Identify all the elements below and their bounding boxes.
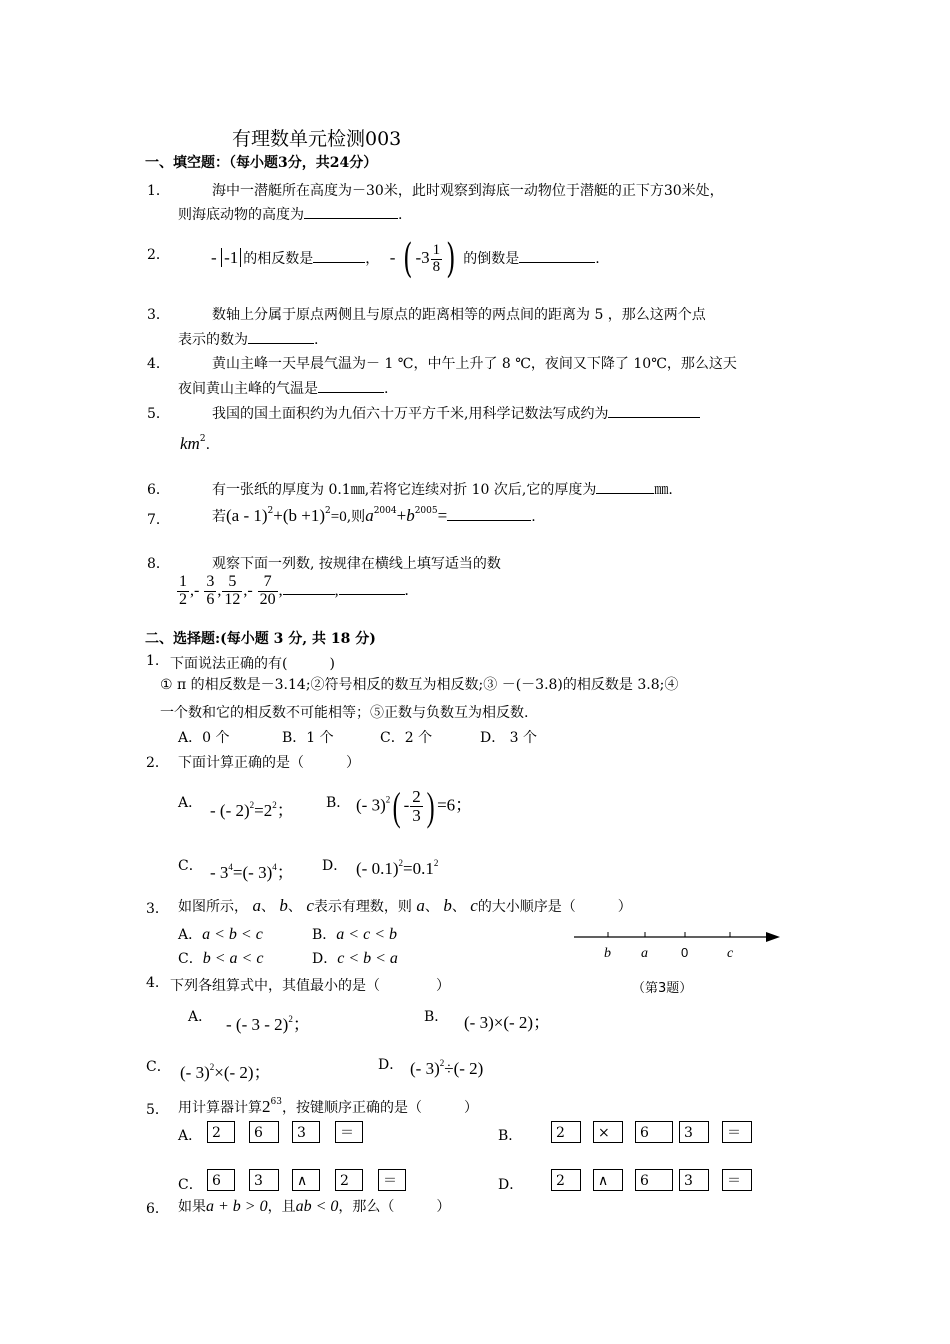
calc-key[interactable]: ∧ xyxy=(292,1169,320,1191)
dun: 、 xyxy=(424,899,439,915)
comma: , xyxy=(278,581,283,599)
q7-exp1: 2 xyxy=(267,506,274,516)
axis-label-zero: 0 xyxy=(681,945,689,960)
minus: - xyxy=(403,795,410,815)
q7-b-exp: 2005 xyxy=(414,506,438,516)
section2-heading: 二、选择题:(每小题 3 分, 共 18 分) xyxy=(145,631,376,647)
s2-q3-text xyxy=(178,896,632,916)
expr: - (- 3 - 2) xyxy=(226,1015,289,1034)
text: ，且 xyxy=(267,1199,296,1215)
exp: 2 xyxy=(249,800,255,810)
left-paren: ( xyxy=(402,236,413,282)
s2-q2-option-d-label[interactable]: D． xyxy=(322,858,348,874)
s2-q5-option-b-label[interactable]: B． xyxy=(498,1128,523,1144)
axis-label-c: c xyxy=(727,946,734,961)
q8-number: 8． xyxy=(147,556,170,572)
s2-q2-option-a-label[interactable]: A． xyxy=(178,795,203,811)
answer-blank[interactable] xyxy=(313,250,365,263)
s2-q3-option-b[interactable] xyxy=(312,924,397,944)
q2-sep: ， xyxy=(365,251,380,267)
fraction-numerator: 3 xyxy=(206,573,215,590)
fraction-denominator: 8 xyxy=(432,258,441,275)
s2-q3-option-c[interactable] xyxy=(178,948,263,968)
answer-blank[interactable] xyxy=(596,481,654,494)
answer-blank[interactable] xyxy=(304,206,398,219)
fraction-denominator: 6 xyxy=(206,590,215,608)
text: 表示有理数，则 xyxy=(313,899,412,915)
sequence-term xyxy=(204,574,216,609)
calc-key[interactable]: 6 xyxy=(635,1121,673,1143)
sep: ； xyxy=(292,1015,310,1034)
text: 用计算器计算 xyxy=(178,1100,262,1116)
text: 如果 xyxy=(178,1199,206,1215)
q8-end: . xyxy=(404,581,409,599)
expr: (- 3) xyxy=(410,1059,440,1078)
var-c: c xyxy=(306,896,314,915)
fraction-denominator: 2 xyxy=(179,590,187,608)
s2-q5-number: 5． xyxy=(146,1102,169,1118)
calc-key[interactable]: 3 xyxy=(679,1169,709,1191)
q4-line2 xyxy=(178,378,388,398)
s2-q6-number: 6． xyxy=(146,1201,169,1217)
answer-blank[interactable] xyxy=(519,250,595,263)
q6-text: 有一张纸的厚度为 0.1㎜,若将它连续对折 10 次后,它的厚度为 xyxy=(212,482,597,498)
q5-line1 xyxy=(212,403,700,423)
expr: - 3 xyxy=(210,863,229,882)
answer-blank[interactable] xyxy=(608,405,700,418)
text: 的大小顺序是（ ） xyxy=(477,899,632,915)
fraction-numerator: 1 xyxy=(179,573,187,590)
q7-exp2: 2 xyxy=(325,506,331,516)
s2-q2-option-b-expr xyxy=(356,783,472,830)
arrow-icon xyxy=(766,932,780,942)
q7-plus2: + xyxy=(396,506,407,525)
fraction-numerator: 5 xyxy=(222,574,242,592)
q7-a: a xyxy=(365,506,374,525)
calc-key[interactable]: ＝ xyxy=(378,1169,406,1191)
dun: 、 xyxy=(287,899,302,915)
q3-line2 xyxy=(178,329,318,349)
s2-q5-option-a-label[interactable]: A． xyxy=(178,1128,203,1144)
q2-abs-value: -1 xyxy=(221,248,241,267)
q7-eq: =0 xyxy=(330,509,347,525)
exp: 2 xyxy=(209,1062,215,1072)
expr: ÷(- 2) xyxy=(444,1059,484,1078)
rhs: =2 xyxy=(254,801,273,820)
s2-q1-number: 1. xyxy=(146,653,160,669)
s2-q1-option-c[interactable]: C．2 个 xyxy=(380,730,433,746)
q5-end: . xyxy=(205,437,211,453)
calc-key[interactable]: 6 xyxy=(635,1169,673,1191)
q2-number: 2． xyxy=(147,247,170,263)
s2-q3-option-d[interactable] xyxy=(312,948,398,968)
q4-line1: 黄山主峰一天早晨气温为－ 1 ℃，中午上升了 8 ℃，夜间又下降了 10℃，那么这天 xyxy=(212,356,737,372)
answer-blank[interactable] xyxy=(447,508,531,521)
q4-number: 4． xyxy=(147,356,170,372)
q3-end: . xyxy=(314,332,319,348)
answer-blank[interactable] xyxy=(339,582,405,595)
exp: 2 xyxy=(288,1014,293,1024)
fraction-numerator: 2 xyxy=(412,787,421,807)
q1-line2 xyxy=(178,204,402,224)
q2-expr2-minus: - xyxy=(389,248,396,267)
sep: ； xyxy=(276,863,294,882)
text: 如图所示， xyxy=(178,899,248,915)
s2-q2-number: 2． xyxy=(146,755,169,771)
calc-key[interactable]: 2 xyxy=(207,1121,235,1143)
q2-fraction xyxy=(431,243,443,276)
var-a: a xyxy=(252,896,261,915)
s2-q1-line2: 一个数和它的相反数不可能相等；⑤正数与负数互为相反数. xyxy=(160,705,529,721)
calc-key[interactable]: ＝ xyxy=(722,1169,752,1191)
q5-unit-line xyxy=(180,434,210,454)
q7-then: ,则 xyxy=(346,509,366,525)
calc-key[interactable]: 2 xyxy=(551,1169,581,1191)
expr: ×(- 2) xyxy=(214,1063,254,1082)
fraction-numerator: 7 xyxy=(258,574,278,592)
option-expr: a < b < c xyxy=(202,926,263,943)
dun: 、 xyxy=(451,899,466,915)
q6-number: 6． xyxy=(147,482,170,498)
sep: ； xyxy=(276,801,294,820)
q5-unit-exp: 2 xyxy=(199,434,206,444)
figure-caption: （第3题） xyxy=(632,981,693,996)
exp: 2 xyxy=(433,858,439,868)
option-expr: a < c < b xyxy=(336,926,397,943)
q3-number: 3． xyxy=(147,307,170,323)
s2-q5-text xyxy=(178,1097,478,1117)
term-sign: - xyxy=(247,581,253,599)
q6-line xyxy=(212,479,673,499)
exp: 4 xyxy=(228,862,233,872)
calc-key[interactable]: 2 xyxy=(335,1169,363,1191)
answer-blank[interactable] xyxy=(283,582,335,595)
q5-number: 5． xyxy=(147,406,170,422)
q7-number: 7． xyxy=(147,512,170,528)
s2-q4-option-c-label[interactable]: C． xyxy=(146,1059,171,1075)
s2-q1-text: 下面说法正确的有( ) xyxy=(170,656,335,672)
s2-q4-option-d-label[interactable]: D． xyxy=(378,1057,404,1073)
q2-text1: 的相反数是 xyxy=(243,251,314,267)
fraction-numerator: 1 xyxy=(432,241,441,258)
calc-key[interactable]: ＝ xyxy=(722,1121,752,1143)
term-sign: - xyxy=(194,581,200,599)
answer-blank[interactable] xyxy=(248,331,314,344)
sep: ； xyxy=(533,1013,551,1032)
sep: ； xyxy=(455,795,473,815)
sequence-term xyxy=(177,574,189,609)
q7-pre: 若 xyxy=(212,509,226,525)
q4-line2-text: 夜间黄山主峰的气温是 xyxy=(178,381,318,397)
option-label: B． xyxy=(312,927,337,943)
exp: 63 xyxy=(270,1097,282,1107)
q7-end: . xyxy=(531,509,536,525)
number-line-figure xyxy=(570,924,785,968)
q7-plus: + xyxy=(273,506,283,525)
s2-q4-option-a-label[interactable]: A． xyxy=(188,1009,213,1025)
var-b: b xyxy=(443,896,452,915)
sequence-term xyxy=(258,574,278,609)
q7-expr2: (b +1) xyxy=(282,506,326,525)
option-expr: b < a < c xyxy=(202,950,264,967)
calc-key[interactable]: 3 xyxy=(679,1121,709,1143)
exp: 2 xyxy=(272,800,277,810)
q3-line1: 数轴上分属于原点两侧且与原点的距离相等的两点间的距离为 5 ，那么这两个点 xyxy=(212,307,706,323)
s2-q3-option-a[interactable] xyxy=(178,924,263,944)
right-paren: ) xyxy=(446,236,456,282)
comma: , xyxy=(217,581,222,599)
q2-content xyxy=(211,236,600,282)
dun: 、 xyxy=(260,899,275,915)
fraction-denominator: 3 xyxy=(412,806,421,825)
rhs: =(- 3) xyxy=(232,863,273,882)
exp: 4 xyxy=(272,862,277,872)
option-label: C． xyxy=(178,951,203,967)
s2-q2-option-a-expr xyxy=(210,796,294,821)
q7-a-exp: 2004 xyxy=(373,506,397,516)
q3-line2-text: 表示的数为 xyxy=(178,332,248,348)
exp: 2 xyxy=(398,858,403,868)
comma: , xyxy=(243,581,248,599)
rhs: =6 xyxy=(437,795,456,815)
text: ，按键顺序正确的是（ ） xyxy=(281,1100,478,1116)
q7-line xyxy=(212,506,536,526)
sequence-term xyxy=(222,574,242,609)
fraction xyxy=(410,788,423,825)
expr: - (- 2) xyxy=(210,801,250,820)
s2-q5-option-d-label[interactable]: D． xyxy=(498,1177,524,1193)
var-b: b xyxy=(279,896,288,915)
var-c: c xyxy=(470,896,478,915)
s2-q4-option-a-expr xyxy=(226,1010,310,1035)
s2-q4-option-b-label[interactable]: B． xyxy=(424,1009,449,1025)
s2-q1-option-d[interactable]: D． 3 个 xyxy=(480,730,538,746)
base: 2 xyxy=(262,1097,271,1116)
section1-heading: 一、填空题：（每小题3分，共24分） xyxy=(145,155,378,171)
s2-q1-line1: ① π 的相反数是－3.14;②符号相反的数互为相反数;③ －(－3.8)的相反数是 3.8;④ xyxy=(160,677,679,693)
q7-expr1: (a - 1) xyxy=(226,506,268,525)
s2-q4-number: 4. xyxy=(146,975,160,991)
q5-unit: km xyxy=(180,434,200,453)
calc-key[interactable]: ＝ xyxy=(335,1121,363,1143)
condition: ab < 0 xyxy=(295,1198,339,1215)
s2-q2-option-d-expr xyxy=(356,858,438,879)
axis-label-a: a xyxy=(641,946,648,961)
var-a: a xyxy=(416,896,425,915)
exp: 2 xyxy=(439,1058,445,1068)
expr: (- 3)×(- 2) xyxy=(464,1013,534,1032)
condition: a + b > 0 xyxy=(206,1198,268,1215)
calc-key[interactable]: ∧ xyxy=(593,1169,623,1191)
s2-q1-option-b[interactable]: B．1 个 xyxy=(282,730,334,746)
q7-b: b xyxy=(406,506,415,525)
s2-q2-text: 下面计算正确的是（ ） xyxy=(178,755,360,771)
s2-q3-number: 3． xyxy=(146,901,169,917)
text: ，那么（ ） xyxy=(338,1199,451,1215)
s2-q2-option-c-expr xyxy=(210,858,294,883)
page-title: 有理数单元检测003 xyxy=(232,128,402,150)
option-label: A． xyxy=(178,927,203,943)
q7-eq2: = xyxy=(437,506,448,525)
q1-end: . xyxy=(398,207,403,223)
q2-text2: 的倒数是 xyxy=(463,251,520,267)
right-paren: ) xyxy=(426,784,435,829)
option-label: D． xyxy=(312,951,338,967)
s2-q4-option-d-expr xyxy=(410,1058,483,1079)
q1-line1: 海中一潜艇所在高度为－30米，此时观察到海底一动物位于潜艇的正下方30米处， xyxy=(212,183,724,199)
q1-number: 1． xyxy=(147,183,170,199)
s2-q6-text xyxy=(178,1196,450,1216)
q2-expr1-minus: - xyxy=(211,248,217,267)
answer-blank[interactable] xyxy=(318,380,384,393)
s2-q4-text: 下列各组算式中，其值最小的是（ ） xyxy=(170,978,450,994)
rhs: =0.1 xyxy=(402,859,434,878)
s2-q4-option-c-expr xyxy=(180,1058,271,1083)
calc-key[interactable]: 6 xyxy=(249,1121,279,1143)
q4-end: . xyxy=(384,381,389,397)
expr: (- 3) xyxy=(180,1063,210,1082)
q1-line2-text: 则海底动物的高度为 xyxy=(178,207,304,223)
left-paren: ( xyxy=(392,784,401,829)
fraction-denominator: 12 xyxy=(224,590,241,608)
calc-key[interactable]: 3 xyxy=(249,1169,279,1191)
q5-line1-text: 我国的国土面积约为九佰六十万平方千米,用科学记数法写成约为 xyxy=(212,406,609,422)
calc-key[interactable]: 2 xyxy=(551,1121,581,1143)
option-expr: c < b < a xyxy=(337,950,398,967)
s2-q2-option-c-label[interactable]: C． xyxy=(178,858,203,874)
expr: (- 3) xyxy=(356,795,386,815)
calc-key[interactable]: 3 xyxy=(292,1121,320,1143)
calc-key[interactable]: × xyxy=(593,1121,623,1143)
comma: , xyxy=(190,581,194,599)
q2-end: . xyxy=(595,251,600,267)
comma: , xyxy=(334,581,339,599)
axis-label-b: b xyxy=(604,946,611,961)
s2-q2-option-b-label[interactable]: B． xyxy=(326,795,351,811)
q6-unit: ㎜. xyxy=(654,482,673,498)
s2-q5-option-c-label[interactable]: C． xyxy=(178,1177,203,1193)
fraction-denominator: 20 xyxy=(259,590,276,608)
q2-expr2-inner: -3 xyxy=(415,248,430,267)
calc-key[interactable]: 6 xyxy=(207,1169,235,1191)
q8-text: 观察下面一列数, 按规律在横线上填写适当的数 xyxy=(212,556,501,572)
exp: 2 xyxy=(385,794,391,805)
s2-q4-option-b-expr xyxy=(464,1008,550,1033)
expr: (- 0.1) xyxy=(356,859,399,878)
s2-q1-option-a[interactable]: A．0 个 xyxy=(178,730,230,746)
sep: ； xyxy=(253,1063,271,1082)
q8-sequence xyxy=(176,574,409,609)
